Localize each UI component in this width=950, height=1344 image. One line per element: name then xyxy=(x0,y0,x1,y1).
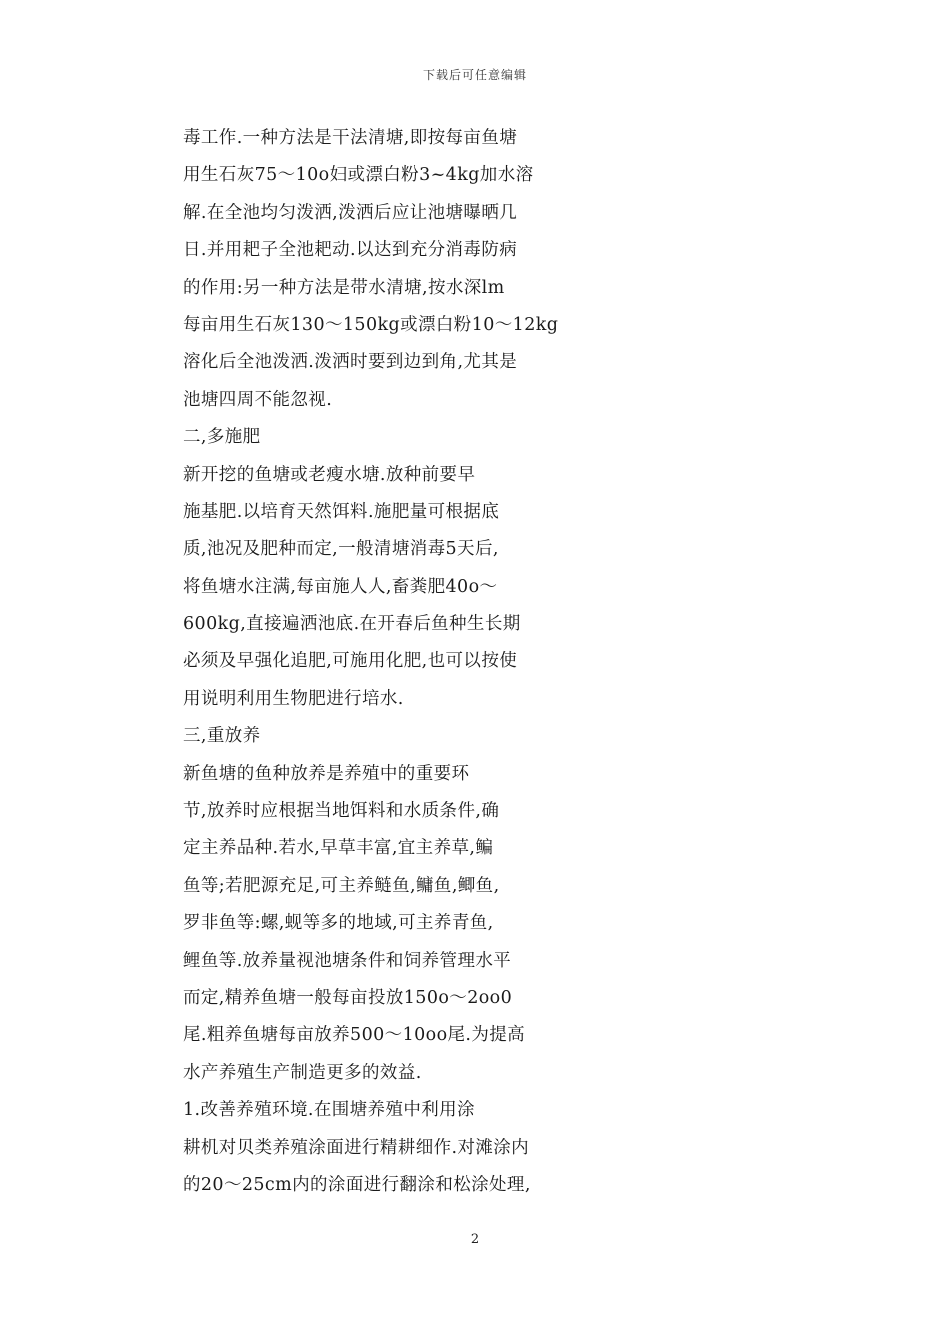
text-line: 池塘四周不能忽视. xyxy=(183,389,333,410)
text-line: 施基肥.以培育天然饵料.施肥量可根据底 xyxy=(183,501,500,522)
page-header: 下载后可任意编辑 xyxy=(422,68,527,82)
section-heading: 三,重放养 xyxy=(183,726,261,747)
page-number: 2 xyxy=(470,1232,480,1247)
text-line: 质,池况及肥种而定,一般清塘消毒5天后, xyxy=(183,539,499,560)
text-line: 将鱼塘水注满,每亩施人人,畜粪肥40o～ xyxy=(183,576,498,597)
section-heading: 二,多施肥 xyxy=(183,427,261,448)
document-body xyxy=(183,120,573,1204)
text-line: 毒工作.一种方法是干法清塘,即按每亩鱼塘 xyxy=(183,128,518,148)
text-line: 新鱼塘的鱼种放养是养殖中的重要环 xyxy=(183,763,470,784)
text-line: 的20～25cm内的涂面进行翻涂和松涂处理, xyxy=(183,1174,531,1195)
text-line: 节,放养时应根据当地饵料和水质条件,确 xyxy=(183,801,500,822)
text-line: 新开挖的鱼塘或老瘦水塘.放种前要早 xyxy=(183,464,476,485)
text-line: 鲤鱼等.放养量视池塘条件和饲养管理水平 xyxy=(183,950,512,971)
text-line: 罗非鱼等:螺,蚬等多的地域,可主养青鱼, xyxy=(183,913,494,934)
text-line: 600kg,直接遍洒池底.在开春后鱼种生长期 xyxy=(183,614,521,635)
text-line: 用生石灰75～10o妇或漂白粉3~4kg加水溶 xyxy=(183,165,534,186)
text-line: 溶化后全池泼洒.泼洒时要到边到角,尤其是 xyxy=(183,352,518,373)
text-line: 解.在全池均匀泼洒,泼洒后应让池塘曝晒几 xyxy=(183,202,518,223)
text-line: 必须及早强化追肥,可施用化肥,也可以按使 xyxy=(183,651,518,672)
text-line: 而定,精养鱼塘一般每亩投放150o～2oo0 xyxy=(183,987,513,1008)
text-line: 用说明利用生物肥进行培水. xyxy=(183,688,404,709)
text-line: 水产养殖生产制造更多的效益. xyxy=(183,1062,422,1083)
text-line: 鱼等;若肥源充足,可主养鲢鱼,鳙鱼,鲫鱼, xyxy=(183,875,500,896)
text-line: 每亩用生石灰130～150kg或漂白粉10～12kg xyxy=(183,314,559,335)
text-line: 尾.粗养鱼塘每亩放养500～10oo尾.为提高 xyxy=(183,1025,526,1046)
text-line: 耕机对贝类养殖涂面进行精耕细作.对滩涂内 xyxy=(183,1137,530,1158)
text-line: 日.并用耙子全池耙动.以达到充分消毒防病 xyxy=(183,240,518,261)
text-line: 的作用:另一种方法是带水清塘,按水深lm xyxy=(183,277,505,298)
text-line: 1.改善养殖环境.在围塘养殖中利用涂 xyxy=(183,1100,475,1121)
text-line: 定主养品种.若水,早草丰富,宜主养草,鳊 xyxy=(183,838,494,859)
